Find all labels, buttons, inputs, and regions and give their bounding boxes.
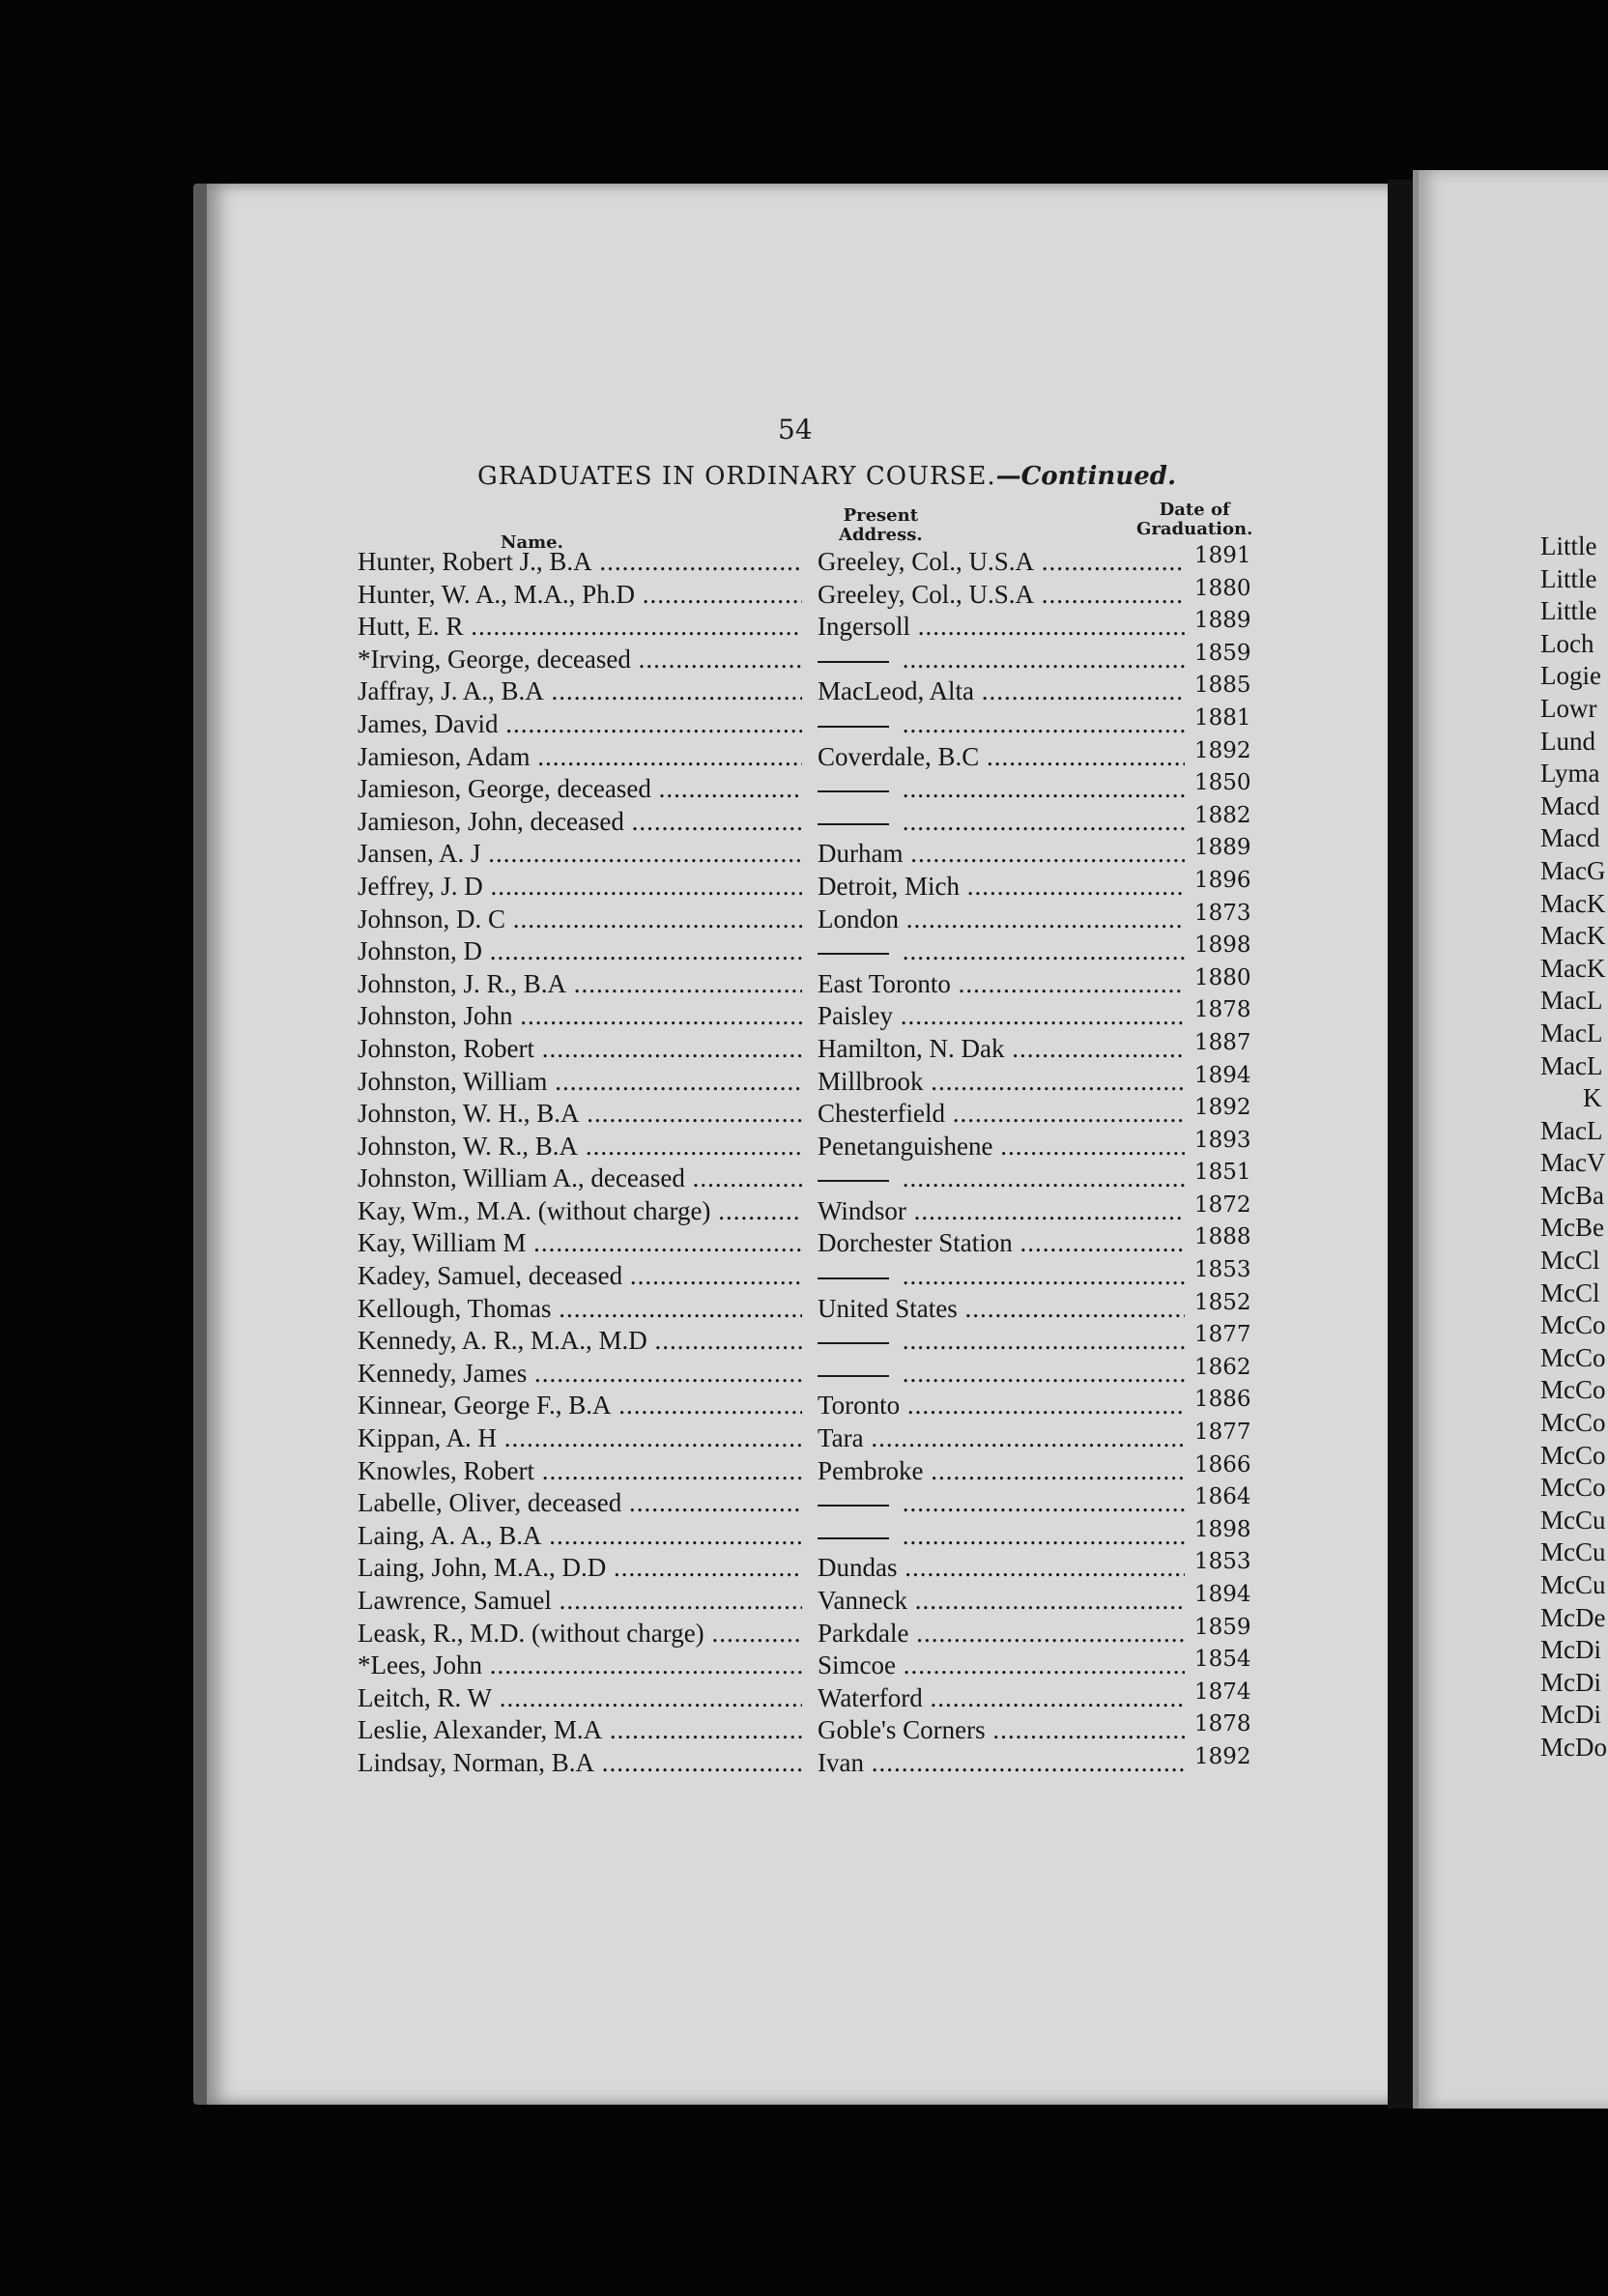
right-page-fragment: McCo xyxy=(1540,1408,1606,1438)
list-item xyxy=(358,964,1256,1002)
list-item xyxy=(358,1354,1256,1392)
graduate-address: Penetanguishene ..... xyxy=(818,1132,1185,1162)
list-item xyxy=(358,1647,1256,1683)
graduate-address: Toronto ..... xyxy=(818,1391,1185,1421)
graduation-year: 1878 xyxy=(1194,997,1251,1023)
heading-main: GRADUATES IN ORDINARY COURSE. xyxy=(477,462,996,491)
right-page-fragment: McDi xyxy=(1540,1700,1601,1730)
graduate-address: Ingersoll ..... xyxy=(818,612,1185,642)
graduate-name: Johnston, J. R., B.A ..... xyxy=(358,969,802,999)
graduate-name: James, David ..... xyxy=(358,709,802,739)
list-item xyxy=(358,1420,1256,1456)
right-page-fragment: Lyma xyxy=(1540,759,1600,789)
graduate-address: London ..... xyxy=(818,904,1185,934)
graduate-name: Lindsay, Norman, B.A ..... xyxy=(358,1748,802,1778)
right-page-fragment: McDi xyxy=(1540,1667,1601,1697)
graduate-name: Johnston, W. R., B.A ..... xyxy=(358,1132,802,1162)
graduate-name: Kennedy, A. R., M.A., M.D ..... xyxy=(358,1326,802,1356)
unknown-address-dash xyxy=(818,823,889,825)
graduate-address xyxy=(818,1488,1185,1518)
graduation-year: 1894 xyxy=(1194,1062,1251,1088)
graduation-year: 1888 xyxy=(1194,1224,1251,1250)
right-page-fragment: McBe xyxy=(1540,1213,1604,1243)
right-page-fragment: McCo xyxy=(1540,1375,1606,1405)
list-item xyxy=(358,1062,1256,1100)
graduate-list xyxy=(358,543,1256,1781)
graduate-address: MacLeod, Alta ..... xyxy=(818,676,1185,706)
graduate-name: Jamieson, John, deceased ..... xyxy=(358,807,802,837)
graduate-address: Ivan ..... xyxy=(818,1748,1185,1778)
graduate-address: Dundas ..... xyxy=(818,1553,1185,1583)
graduate-address xyxy=(818,1359,1185,1389)
graduate-name: Kadey, Samuel, deceased ..... xyxy=(358,1261,802,1291)
graduation-year: 1877 xyxy=(1194,1322,1251,1348)
graduate-address: Greeley, Col., U.S.A ..... xyxy=(818,547,1185,577)
list-item xyxy=(358,1743,1256,1781)
unknown-address-dash xyxy=(818,1375,889,1377)
graduate-name: Lawrence, Samuel ..... xyxy=(358,1586,802,1616)
list-item xyxy=(358,1127,1256,1164)
graduation-year: 1894 xyxy=(1194,1582,1251,1607)
right-page-fragment: MacL xyxy=(1540,1050,1603,1080)
graduation-year: 1854 xyxy=(1194,1647,1251,1673)
list-item xyxy=(358,835,1256,872)
right-page-fragment: McBa xyxy=(1540,1180,1604,1210)
list-item xyxy=(358,1191,1256,1229)
page-number: 54 xyxy=(778,414,813,445)
right-page-fragment: K xyxy=(1583,1083,1602,1113)
unknown-address-dash xyxy=(818,1180,889,1182)
graduation-year: 1892 xyxy=(1194,737,1251,763)
graduate-address: Simcoe ..... xyxy=(818,1650,1185,1680)
right-page-fragment: McCo xyxy=(1540,1440,1606,1470)
list-item xyxy=(358,900,1256,937)
graduate-name: *Lees, John ..... xyxy=(358,1650,802,1680)
graduate-address xyxy=(818,1163,1185,1193)
list-item xyxy=(358,1322,1256,1359)
graduate-address xyxy=(818,709,1185,739)
graduate-name: Jeffrey, J. D ..... xyxy=(358,872,802,902)
graduate-address xyxy=(818,1261,1185,1291)
graduate-name: Johnston, William A., deceased ..... xyxy=(358,1163,802,1193)
right-page-fragment: McCo xyxy=(1540,1310,1606,1340)
right-page-fragment: McCo xyxy=(1540,1342,1606,1372)
right-page-fragment: Loch xyxy=(1540,628,1594,658)
unknown-address-dash xyxy=(818,1505,889,1507)
graduate-address: Parkdale ..... xyxy=(818,1619,1185,1649)
unknown-address-dash xyxy=(818,726,889,728)
graduate-address xyxy=(818,645,1185,674)
right-page-fragment: Logie xyxy=(1540,661,1601,691)
graduation-year: 1866 xyxy=(1194,1451,1251,1478)
unknown-address-dash xyxy=(818,790,889,792)
graduation-year: 1881 xyxy=(1194,704,1251,731)
graduation-year: 1882 xyxy=(1194,802,1251,828)
graduation-year: 1864 xyxy=(1194,1484,1251,1510)
right-page-fragment: MacK xyxy=(1540,888,1606,918)
list-item xyxy=(358,1516,1256,1554)
right-page-fragment: Little xyxy=(1540,531,1597,560)
graduate-name: Jamieson, Adam ..... xyxy=(358,742,802,772)
graduation-year: 1874 xyxy=(1194,1679,1251,1705)
list-item xyxy=(358,1451,1256,1489)
graduate-name: Johnston, D ..... xyxy=(358,936,802,966)
graduate-address: Vanneck ..... xyxy=(818,1586,1185,1616)
graduate-address: Goble's Corners ..... xyxy=(818,1715,1185,1745)
unknown-address-dash xyxy=(818,953,889,955)
list-item xyxy=(358,802,1256,840)
graduate-address: Hamilton, N. Dak ..... xyxy=(818,1034,1185,1064)
graduate-address: Dorchester Station ..... xyxy=(818,1228,1185,1258)
graduation-year: 1877 xyxy=(1194,1420,1251,1446)
list-item xyxy=(358,1484,1256,1521)
graduate-name: Kennedy, James ..... xyxy=(358,1359,802,1389)
list-item xyxy=(358,867,1256,904)
graduate-name: Leslie, Alexander, M.A ..... xyxy=(358,1715,802,1745)
graduate-name: Hunter, Robert J., B.A ..... xyxy=(358,547,802,577)
list-item xyxy=(358,575,1256,613)
graduation-year: 1896 xyxy=(1194,867,1251,893)
graduation-year: 1887 xyxy=(1194,1029,1251,1055)
right-page-fragment: McCu xyxy=(1540,1537,1606,1567)
list-item xyxy=(358,704,1256,742)
graduate-name: Johnson, D. C ..... xyxy=(358,904,802,934)
graduate-address xyxy=(818,936,1185,966)
graduate-address xyxy=(818,1521,1185,1551)
list-item xyxy=(358,997,1256,1034)
list-item xyxy=(358,933,1256,969)
graduation-year: 1851 xyxy=(1194,1160,1251,1186)
right-page-fragment: MacV xyxy=(1540,1148,1606,1178)
list-item xyxy=(358,1614,1256,1651)
graduation-year: 1872 xyxy=(1194,1191,1251,1218)
graduate-address: Greeley, Col., U.S.A ..... xyxy=(818,580,1185,610)
graduate-name: Kay, Wm., M.A. (without charge) ..... xyxy=(358,1196,802,1226)
list-item xyxy=(358,543,1256,580)
list-item xyxy=(358,1289,1256,1327)
graduate-name: Knowles, Robert ..... xyxy=(358,1456,802,1486)
list-item xyxy=(358,1224,1256,1261)
graduate-name: Kay, William M ..... xyxy=(358,1228,802,1258)
graduation-year: 1850 xyxy=(1194,770,1251,796)
right-page-fragment: McDe xyxy=(1540,1602,1606,1632)
graduate-name: Johnston, William ..... xyxy=(358,1067,802,1097)
right-page-fragment: McCu xyxy=(1540,1570,1606,1599)
graduate-address: Tara ..... xyxy=(818,1423,1185,1453)
right-page-fragment: MacL xyxy=(1540,1115,1603,1145)
graduate-name: Laing, A. A., B.A ..... xyxy=(358,1521,802,1551)
graduate-name: Johnston, W. H., B.A ..... xyxy=(358,1099,802,1129)
list-item xyxy=(358,1095,1256,1132)
graduation-year: 1885 xyxy=(1194,673,1251,699)
right-page-fragment: McCo xyxy=(1540,1473,1606,1503)
list-item xyxy=(358,1582,1256,1619)
unknown-address-dash xyxy=(818,661,889,663)
graduate-name: Kellough, Thomas ..... xyxy=(358,1294,802,1324)
column-header-name: Name. xyxy=(501,532,563,553)
graduate-address: Chesterfield ..... xyxy=(818,1099,1185,1129)
right-page-fragment: Little xyxy=(1540,596,1597,626)
graduate-name: Jamieson, George, deceased ..... xyxy=(358,774,802,804)
graduate-address: East Toronto ..... xyxy=(818,969,1185,999)
list-item xyxy=(358,608,1256,645)
graduate-name: Kippan, A. H ..... xyxy=(358,1423,802,1453)
graduation-year: 1880 xyxy=(1194,964,1251,990)
graduate-name: Labelle, Oliver, deceased ..... xyxy=(358,1488,802,1518)
graduate-address xyxy=(818,774,1185,804)
right-page-fragment: McCu xyxy=(1540,1505,1606,1535)
right-page-fragment: Lund xyxy=(1540,726,1595,756)
graduation-year: 1852 xyxy=(1194,1289,1251,1315)
graduate-name: Kinnear, George F., B.A ..... xyxy=(358,1391,802,1421)
graduation-year: 1859 xyxy=(1194,1614,1251,1640)
right-page-fragment: MacK xyxy=(1540,953,1606,983)
graduate-address: Coverdale, B.C ..... xyxy=(818,742,1185,772)
graduate-address: Pembroke ..... xyxy=(818,1456,1185,1486)
graduate-name: Leitch, R. W ..... xyxy=(358,1683,802,1713)
graduate-name: Jaffray, J. A., B.A ..... xyxy=(358,676,802,706)
list-item xyxy=(358,640,1256,677)
right-page-fragment: McDi xyxy=(1540,1635,1601,1665)
list-item xyxy=(358,1387,1256,1423)
graduation-year: 1898 xyxy=(1194,933,1251,959)
right-page-fragment: MacL xyxy=(1540,1018,1603,1048)
list-item xyxy=(358,1549,1256,1586)
graduate-name: Hunter, W. A., M.A., Ph.D ..... xyxy=(358,580,802,610)
right-page-fragment: MacL xyxy=(1540,986,1603,1016)
right-page-fragment: McCl xyxy=(1540,1277,1600,1307)
list-item xyxy=(358,770,1256,807)
graduate-name: Johnston, Robert ..... xyxy=(358,1034,802,1064)
graduation-year: 1853 xyxy=(1194,1257,1251,1283)
right-page-fragment: Macd xyxy=(1540,790,1600,820)
graduation-year: 1898 xyxy=(1194,1516,1251,1542)
graduate-address: Detroit, Mich ..... xyxy=(818,872,1185,902)
graduate-name: *Irving, George, deceased ..... xyxy=(358,645,802,674)
graduate-name: Jansen, A. J ..... xyxy=(358,839,802,869)
graduate-address: Millbrook ..... xyxy=(818,1067,1185,1097)
graduate-address: Paisley ..... xyxy=(818,1001,1185,1031)
list-item xyxy=(358,1160,1256,1196)
graduation-year: 1892 xyxy=(1194,1095,1251,1121)
graduation-year: 1889 xyxy=(1194,835,1251,861)
right-page-fragment-list xyxy=(1540,531,1608,1765)
graduate-address xyxy=(818,1326,1185,1356)
heading-continued: —Continued. xyxy=(995,462,1177,491)
right-page-fragment: Lowr xyxy=(1540,693,1597,723)
unknown-address-dash xyxy=(818,1537,889,1539)
graduation-year: 1893 xyxy=(1194,1127,1251,1153)
graduation-year: 1892 xyxy=(1194,1743,1251,1769)
graduation-year: 1891 xyxy=(1194,543,1251,568)
graduation-year: 1862 xyxy=(1194,1354,1251,1380)
right-page-fragment: McCl xyxy=(1540,1246,1600,1276)
right-page-fragment: MacG xyxy=(1540,855,1606,885)
graduation-year: 1873 xyxy=(1194,900,1251,926)
column-header-date: Date of Graduation. xyxy=(1136,500,1253,539)
graduate-address: Windsor ..... xyxy=(818,1196,1185,1226)
unknown-address-dash xyxy=(818,1277,889,1279)
list-item xyxy=(358,1029,1256,1067)
graduation-year: 1886 xyxy=(1194,1387,1251,1413)
graduate-address xyxy=(818,807,1185,837)
graduate-address: Waterford ..... xyxy=(818,1683,1185,1713)
list-item xyxy=(358,1711,1256,1748)
page-heading xyxy=(477,462,1176,491)
list-item xyxy=(358,1679,1256,1716)
unknown-address-dash xyxy=(818,1342,889,1344)
graduation-year: 1853 xyxy=(1194,1549,1251,1575)
graduation-year: 1889 xyxy=(1194,608,1251,634)
graduate-address: United States ..... xyxy=(818,1294,1185,1324)
graduate-name: Leask, R., M.D. (without charge) ..... xyxy=(358,1619,802,1649)
list-item xyxy=(358,1257,1256,1294)
list-item xyxy=(358,673,1256,709)
right-page-fragment: Little xyxy=(1540,563,1597,593)
graduate-address: Durham ..... xyxy=(818,839,1185,869)
right-page-fragment: Macd xyxy=(1540,823,1600,853)
graduation-year: 1859 xyxy=(1194,640,1251,666)
graduate-name: Laing, John, M.A., D.D ..... xyxy=(358,1553,802,1583)
graduation-year: 1878 xyxy=(1194,1711,1251,1737)
right-page-fragment: MacK xyxy=(1540,921,1606,951)
right-page-fragment: McDo xyxy=(1540,1732,1607,1762)
list-item xyxy=(358,737,1256,775)
book-spine xyxy=(1388,180,1413,2109)
graduate-name: Hutt, E. R ..... xyxy=(358,612,802,642)
graduate-name: Johnston, John ..... xyxy=(358,1001,802,1031)
graduation-year: 1880 xyxy=(1194,575,1251,601)
column-header-address: Present Address. xyxy=(839,505,923,545)
